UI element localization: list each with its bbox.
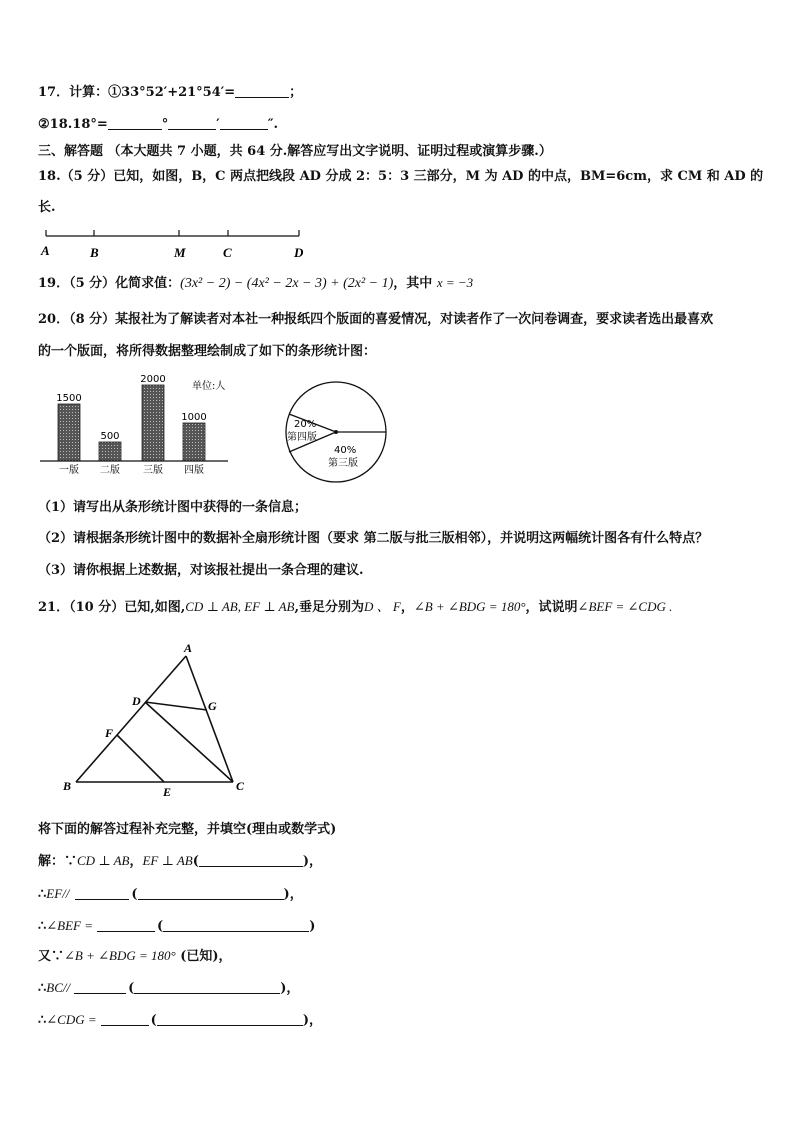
proof-2-open: ( xyxy=(131,887,138,902)
q21-ask: ，试说明 xyxy=(525,600,578,615)
proof-6-lead: ∴ xyxy=(38,1013,47,1028)
proof-4-reason: (已知)， xyxy=(175,949,232,964)
bar-category-label: 四版 xyxy=(184,465,204,476)
proof-3-open: ( xyxy=(157,919,164,934)
triangle-diagram xyxy=(60,640,260,802)
q17-line1 xyxy=(38,83,302,102)
pie-pct-3: 40% xyxy=(334,445,357,456)
q19-prefix: 19．（5 分）化简求值： xyxy=(38,276,181,291)
reason-blank-3[interactable] xyxy=(163,917,309,932)
q19-where: ，其中 xyxy=(393,276,433,291)
reason-blank-2[interactable] xyxy=(138,885,284,900)
fill-blank-3[interactable] xyxy=(97,917,155,932)
proof-2-close: )， xyxy=(283,887,303,902)
pie-label-4: 第四版 xyxy=(287,432,317,443)
reason-blank-6[interactable] xyxy=(157,1011,303,1026)
proof-3-math: ∠BEF = xyxy=(46,918,94,933)
bar-value-label: 2000 xyxy=(140,374,166,385)
fill-blank-2[interactable] xyxy=(75,885,129,900)
label-a: A xyxy=(41,243,50,258)
proof-line-3 xyxy=(38,917,315,936)
proof-3-lead: ∴ xyxy=(38,919,47,934)
label-m: M xyxy=(174,245,186,260)
fill-blank-6[interactable] xyxy=(101,1011,149,1026)
proof-1-math-a: CD ⊥ AB xyxy=(77,853,130,868)
q17-expr2: ②18.18°= xyxy=(38,117,108,132)
q17-line2 xyxy=(38,115,278,134)
proof-3-close: ) xyxy=(309,919,316,934)
bar-value-label: 500 xyxy=(100,431,120,442)
bar-3 xyxy=(142,385,164,461)
label-d: D xyxy=(294,245,304,260)
bar-value-label: 1500 xyxy=(56,393,82,404)
proof-line-6 xyxy=(38,1011,322,1030)
proof-2-math: EF// xyxy=(46,886,70,901)
bar-1 xyxy=(58,404,80,461)
proof-line-2 xyxy=(38,885,303,904)
vertex-d: D xyxy=(132,694,141,708)
degree-blank[interactable] xyxy=(108,115,162,130)
vertex-a: A xyxy=(184,641,193,655)
q21-text xyxy=(38,598,672,617)
section-heading: 三、解答题 （本大题共 7 小题，共 64 分.解答应写出文字说明、证明过程或演算步骤.） xyxy=(38,144,552,159)
side-ac xyxy=(186,656,233,782)
bar-4 xyxy=(183,423,205,461)
second-mark: ″. xyxy=(267,117,279,132)
q20-text-line1: 20．（8 分）某报社为了解读者对本社一种报纸四个版面的喜爱情况，对读者作了一次问卷调查，要求读者选出最喜欢 xyxy=(38,312,714,327)
q21-foot: ,垂足分别为 xyxy=(294,600,364,615)
proof-1-lead: 解：∵ xyxy=(38,854,78,869)
proof-6-math: ∠CDG = xyxy=(46,1012,97,1027)
vertex-g: G xyxy=(208,699,217,713)
q17-semicolon: ； xyxy=(289,85,303,100)
bar-category-label: 三版 xyxy=(143,465,163,476)
proof-1-close: )， xyxy=(302,854,323,869)
segment-diagram xyxy=(36,226,316,262)
proof-1-math-b: EF ⊥ AB xyxy=(142,853,193,868)
pie-pct-4: 20% xyxy=(294,419,317,430)
bar-value-label: 1000 xyxy=(181,412,207,423)
vertex-e: E xyxy=(163,785,172,799)
pie-chart xyxy=(272,370,402,488)
segment-dg xyxy=(145,702,207,710)
minute-mark: ′ xyxy=(216,117,220,132)
proof-line-4 xyxy=(38,947,232,966)
proof-6-open: ( xyxy=(150,1013,157,1028)
vertex-f: F xyxy=(105,726,114,740)
proof-6-close: )， xyxy=(302,1013,322,1028)
q20-sub1: （1）请写出从条形统计图中获得的一条信息； xyxy=(38,500,308,515)
reason-blank-1[interactable] xyxy=(199,852,303,867)
pie-center xyxy=(334,430,338,434)
side-ab xyxy=(76,656,186,782)
bar-2 xyxy=(99,442,121,461)
degree-mark: ° xyxy=(161,117,169,132)
bar-chart xyxy=(36,370,246,480)
vertex-c: C xyxy=(236,779,245,793)
fill-blank-5[interactable] xyxy=(74,979,126,994)
proof-line-5 xyxy=(38,979,299,998)
q20-sub2: （2）请根据条形统计图中的数据补全扇形统计图（要求 第二版与批三版相邻），并说明这两幅统计图各有什么特点？ xyxy=(38,531,709,546)
unit-label: 单位:人 xyxy=(192,381,226,392)
q21-given: CD ⊥ AB, EF ⊥ AB xyxy=(185,599,295,614)
proof-5-close: )， xyxy=(280,981,300,996)
proof-line-1 xyxy=(38,852,322,871)
proof-4-lead: 又∵ xyxy=(38,949,65,964)
reason-blank-5[interactable] xyxy=(134,979,280,994)
proof-5-lead: ∴ xyxy=(38,981,47,996)
q21-prefix: 21．（10 分）已知,如图, xyxy=(38,600,186,615)
proof-1-open: ( xyxy=(192,854,199,869)
pie-label-3: 第三版 xyxy=(328,458,358,469)
proof-2-lead: ∴ xyxy=(38,887,47,902)
q19-text xyxy=(38,274,473,293)
q20-sub3: （3）请你根据上述数据，对该报社提出一条合理的建议. xyxy=(38,563,364,578)
proof-4-math: ∠B + ∠BDG = 180° xyxy=(64,948,176,963)
segment-dc xyxy=(145,702,233,782)
proof-intro: 将下面的解答过程补充完整，并填空(理由或数学式) xyxy=(38,822,337,837)
proof-5-math: BC// xyxy=(46,980,71,995)
second-blank[interactable] xyxy=(220,115,268,130)
label-c: C xyxy=(223,245,232,260)
q21-comma: ， xyxy=(400,600,414,615)
q21-goal: ∠BEF = ∠CDG . xyxy=(577,599,673,614)
proof-5-open: ( xyxy=(128,981,135,996)
minute-blank[interactable] xyxy=(168,115,216,130)
q21-condition: ∠B + ∠BDG = 180° xyxy=(413,599,526,614)
q17-expr1: 17．计算：①33°52′+21°54′= xyxy=(38,85,236,100)
q18-text-line2: 长. xyxy=(38,200,56,215)
bar-category-label: 二版 xyxy=(100,465,120,476)
bar-category-label: 一版 xyxy=(59,465,79,476)
q20-text-line2: 的一个版面，将所得数据整理绘制成了如下的条形统计图： xyxy=(38,344,377,359)
segment-fe xyxy=(117,735,164,782)
proof-1-comma: ， xyxy=(129,854,143,869)
answer-blank[interactable] xyxy=(235,83,289,98)
vertex-b: B xyxy=(63,779,72,793)
q19-expression: (3x² − 2) − (4x² − 2x − 3) + (2x² − 1) xyxy=(180,276,394,291)
q18-text-line1: 18.（5 分）已知，如图，B，C 两点把线段 AD 分成 2：5：3 三部分，M 为 AD 的中点，BM=6cm，求 CM 和 AD 的 xyxy=(38,169,764,184)
q19-condition: x = −3 xyxy=(436,275,474,290)
q21-points: D 、 F xyxy=(363,599,401,614)
label-b: B xyxy=(90,245,99,260)
